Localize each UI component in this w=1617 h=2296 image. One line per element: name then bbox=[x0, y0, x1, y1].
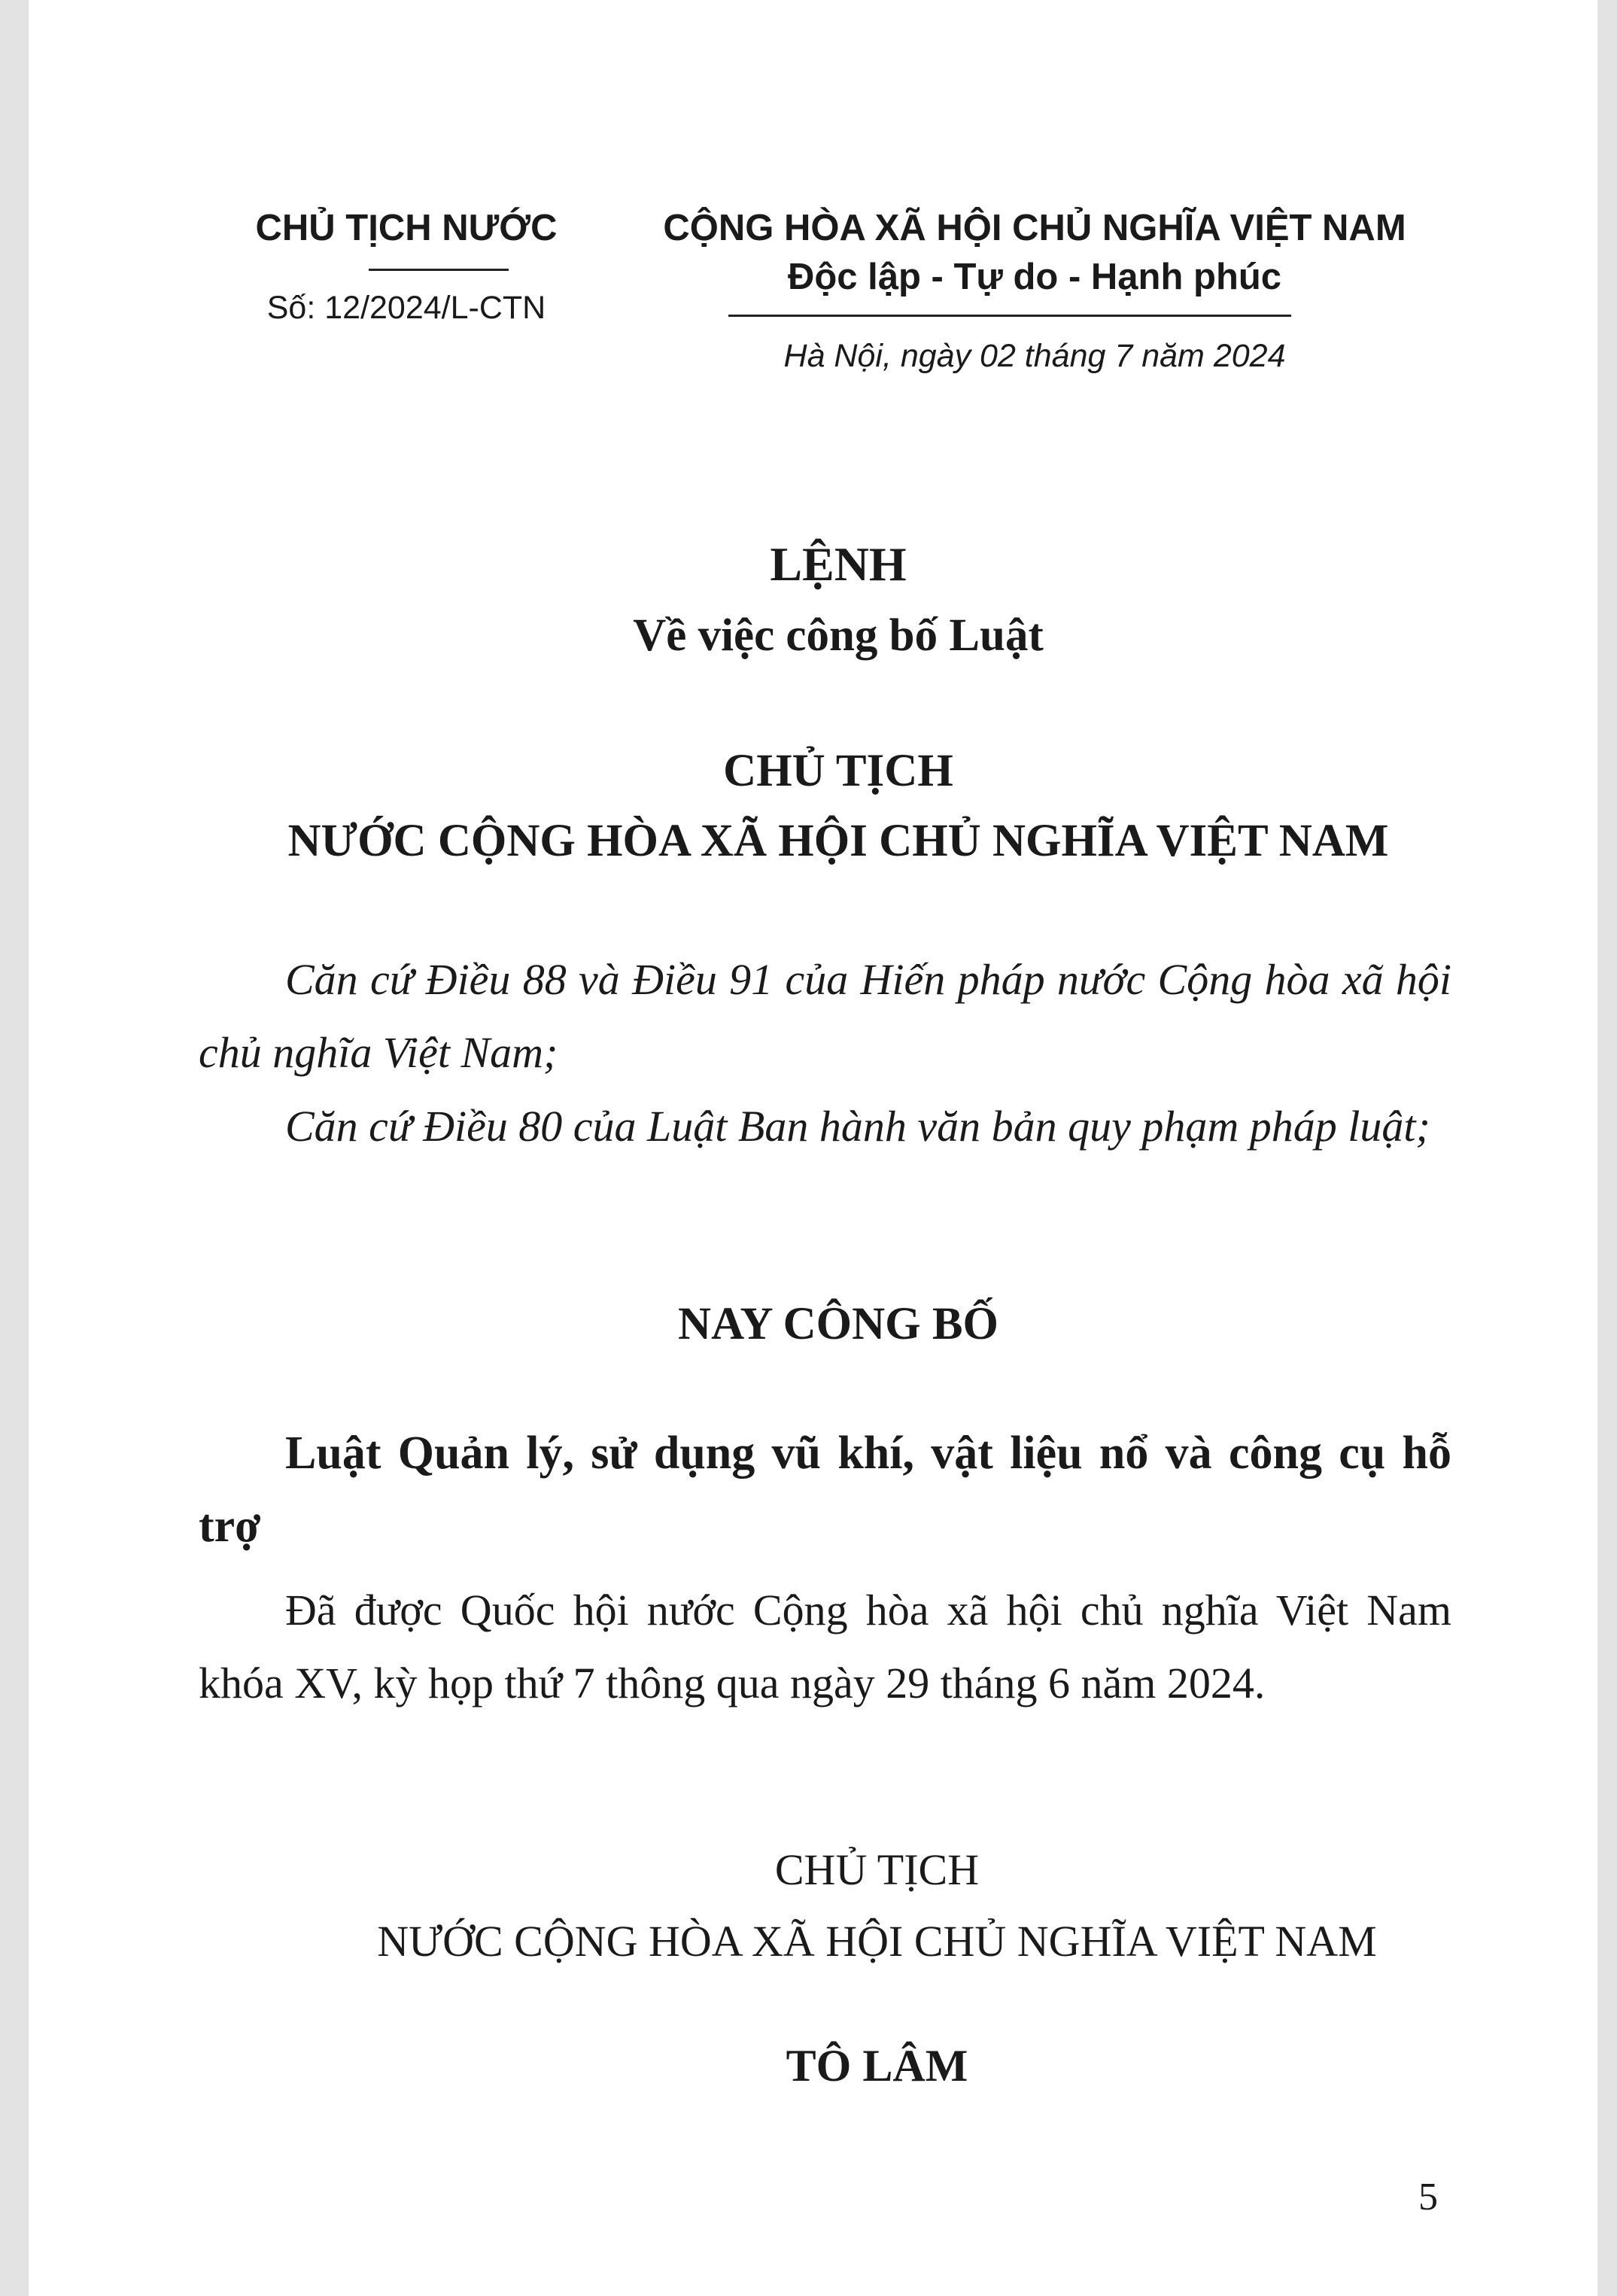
authority-title-line1: CHỦ TỊCH bbox=[723, 746, 953, 796]
issuer-underline bbox=[369, 269, 509, 271]
issuer-title: CHỦ TỊCH NƯỚC bbox=[255, 208, 558, 248]
promulgation-heading: NAY CÔNG BỐ bbox=[678, 1299, 998, 1349]
document-subject: Về việc công bố Luật bbox=[633, 610, 1044, 661]
page-number: 5 bbox=[1418, 2176, 1438, 2218]
place-and-date: Hà Nội, ngày 02 tháng 7 năm 2024 bbox=[783, 338, 1286, 374]
law-name: Luật Quản lý, sử dụng vũ khí, vật liệu nổ và công cụ hỗ trợ bbox=[199, 1428, 1451, 1552]
signatory-title-line2: NƯỚC CỘNG HÒA XÃ HỘI CHỦ NGHĨA VIỆT NAM bbox=[377, 1917, 1377, 1966]
document-number: Số: 12/2024/L-CTN bbox=[266, 290, 546, 326]
document-page bbox=[29, 0, 1597, 2296]
national-motto: Độc lập - Tự do - Hạnh phúc bbox=[787, 257, 1282, 297]
authority-title-line2: NƯỚC CỘNG HÒA XÃ HỘI CHỦ NGHĨA VIỆT NAM bbox=[287, 816, 1389, 866]
signatory-name: TÔ LÂM bbox=[786, 2041, 968, 2091]
motto-underline bbox=[728, 315, 1291, 317]
legal-basis-2: Căn cứ Điều 80 của Luật Ban hành văn bản quy phạm pháp luật; bbox=[285, 1102, 1430, 1151]
document-type-title: LỆNH bbox=[770, 537, 907, 591]
passed-statement: Đã được Quốc hội nước Cộng hòa xã hội chủ nghĩa Việt Nam khóa XV, kỳ họp thứ 7 thông qua ngày 29 tháng 6 năm 2024. bbox=[199, 1586, 1451, 1708]
legal-basis-1: Căn cứ Điều 88 và Điều 91 của Hiến pháp nước Cộng hòa xã hội chủ nghĩa Việt Nam; bbox=[199, 955, 1451, 1077]
country-name: CỘNG HÒA XÃ HỘI CHỦ NGHĨA VIỆT NAM bbox=[663, 208, 1406, 248]
signatory-title-line1: CHỦ TỊCH bbox=[774, 1845, 980, 1894]
